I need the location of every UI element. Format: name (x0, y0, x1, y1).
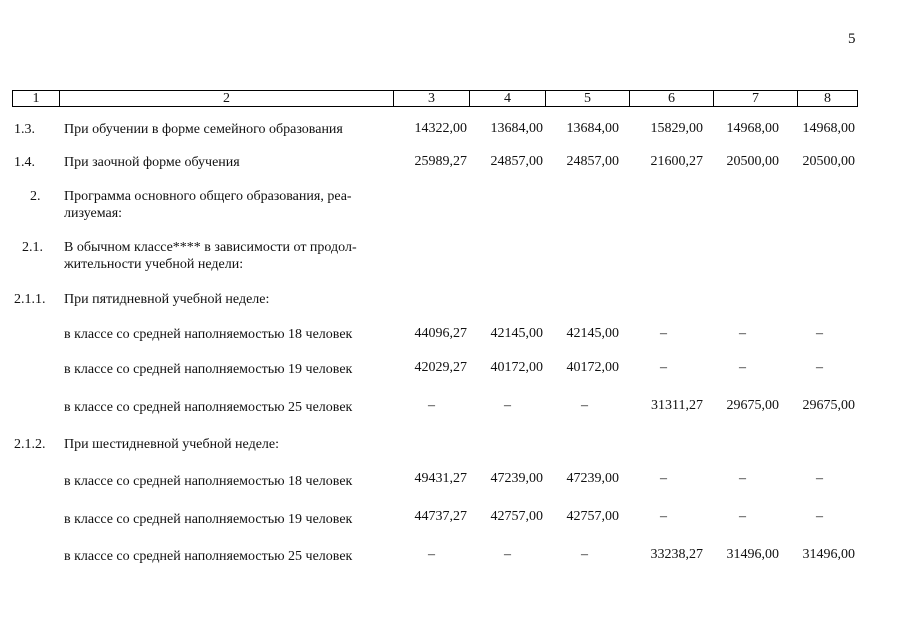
value-col6: 31311,27 (651, 398, 703, 413)
row-label-continuation: жительности учебной недели: (64, 257, 244, 272)
value-col6: – (660, 509, 667, 524)
row-label: в классе со средней наполняемостью 19 человек (64, 362, 353, 377)
header-cell-5: 5 (546, 90, 630, 107)
value-col5: – (581, 398, 588, 413)
value-col7: 29675,00 (726, 398, 779, 413)
row-label-continuation: лизуемая: (64, 206, 123, 221)
value-col5: 40172,00 (566, 360, 619, 375)
value-col8: – (816, 326, 823, 341)
value-col4: 13684,00 (490, 121, 543, 136)
row-label: в классе со средней наполняемостью 25 человек (64, 549, 353, 564)
value-col8: – (816, 509, 823, 524)
value-col6: 21600,27 (650, 154, 703, 169)
value-col3: 44737,27 (414, 509, 467, 524)
value-col5: 24857,00 (566, 154, 619, 169)
value-col5: 47239,00 (566, 471, 619, 486)
row-section-number: 2.1.2. (14, 437, 46, 452)
value-col3: – (428, 547, 435, 562)
header-cell-8: 8 (798, 90, 858, 107)
value-col6: – (660, 326, 667, 341)
value-col4: 47239,00 (490, 471, 543, 486)
header-cell-7: 7 (714, 90, 798, 107)
value-col6: – (660, 471, 667, 486)
value-col3: 44096,27 (414, 326, 467, 341)
value-col3: 42029,27 (414, 360, 467, 375)
value-col8: – (816, 360, 823, 375)
value-col7: – (739, 326, 746, 341)
value-col3: – (428, 398, 435, 413)
row-label: При обучении в форме семейного образования (64, 122, 343, 137)
row-label: в классе со средней наполняемостью 25 человек (64, 400, 353, 415)
header-cell-6: 6 (630, 90, 714, 107)
value-col3: 14322,00 (414, 121, 467, 136)
value-col4: – (504, 398, 511, 413)
value-col6: 33238,27 (650, 547, 703, 562)
value-col7: 31496,00 (726, 547, 779, 562)
row-section-number: 2. (30, 189, 41, 204)
value-col5: – (581, 547, 588, 562)
row-label: в классе со средней наполняемостью 19 человек (64, 512, 353, 527)
row-label: в классе со средней наполняемостью 18 человек (64, 327, 353, 342)
value-col8: 31496,00 (802, 547, 855, 562)
value-col5: 42145,00 (566, 326, 619, 341)
value-col7: 14968,00 (726, 121, 779, 136)
value-col7: – (739, 360, 746, 375)
value-col8: 29675,00 (802, 398, 855, 413)
row-label: в классе со средней наполняемостью 18 человек (64, 474, 353, 489)
value-col8: 20500,00 (802, 154, 855, 169)
row-label: Программа основного общего образования, реа- (64, 189, 352, 204)
value-col4: 42145,00 (490, 326, 543, 341)
value-col6: – (660, 360, 667, 375)
value-col4: 24857,00 (490, 154, 543, 169)
value-col3: 25989,27 (414, 154, 467, 169)
value-col3: 49431,27 (414, 471, 467, 486)
header-cell-1: 1 (12, 90, 60, 107)
row-label: При шестидневной учебной неделе: (64, 437, 280, 452)
row-label: При заочной форме обучения (64, 155, 240, 170)
header-cell-2: 2 (60, 90, 394, 107)
value-col8: – (816, 471, 823, 486)
value-col8: 14968,00 (802, 121, 855, 136)
page-number: 5 (848, 31, 856, 47)
value-col5: 42757,00 (566, 509, 619, 524)
value-col4: 42757,00 (490, 509, 543, 524)
row-section-number: 2.1.1. (14, 292, 46, 307)
value-col5: 13684,00 (566, 121, 619, 136)
row-section-number: 1.4. (14, 155, 35, 170)
value-col7: – (739, 471, 746, 486)
row-section-number: 2.1. (22, 240, 43, 255)
header-cell-3: 3 (394, 90, 470, 107)
row-label: В обычном классе**** в зависимости от продол- (64, 240, 357, 255)
header-cell-4: 4 (470, 90, 546, 107)
value-col7: – (739, 509, 746, 524)
row-section-number: 1.3. (14, 122, 35, 137)
value-col4: – (504, 547, 511, 562)
value-col4: 40172,00 (490, 360, 543, 375)
value-col6: 15829,00 (650, 121, 703, 136)
value-col7: 20500,00 (726, 154, 779, 169)
row-label: При пятидневной учебной неделе: (64, 292, 270, 307)
